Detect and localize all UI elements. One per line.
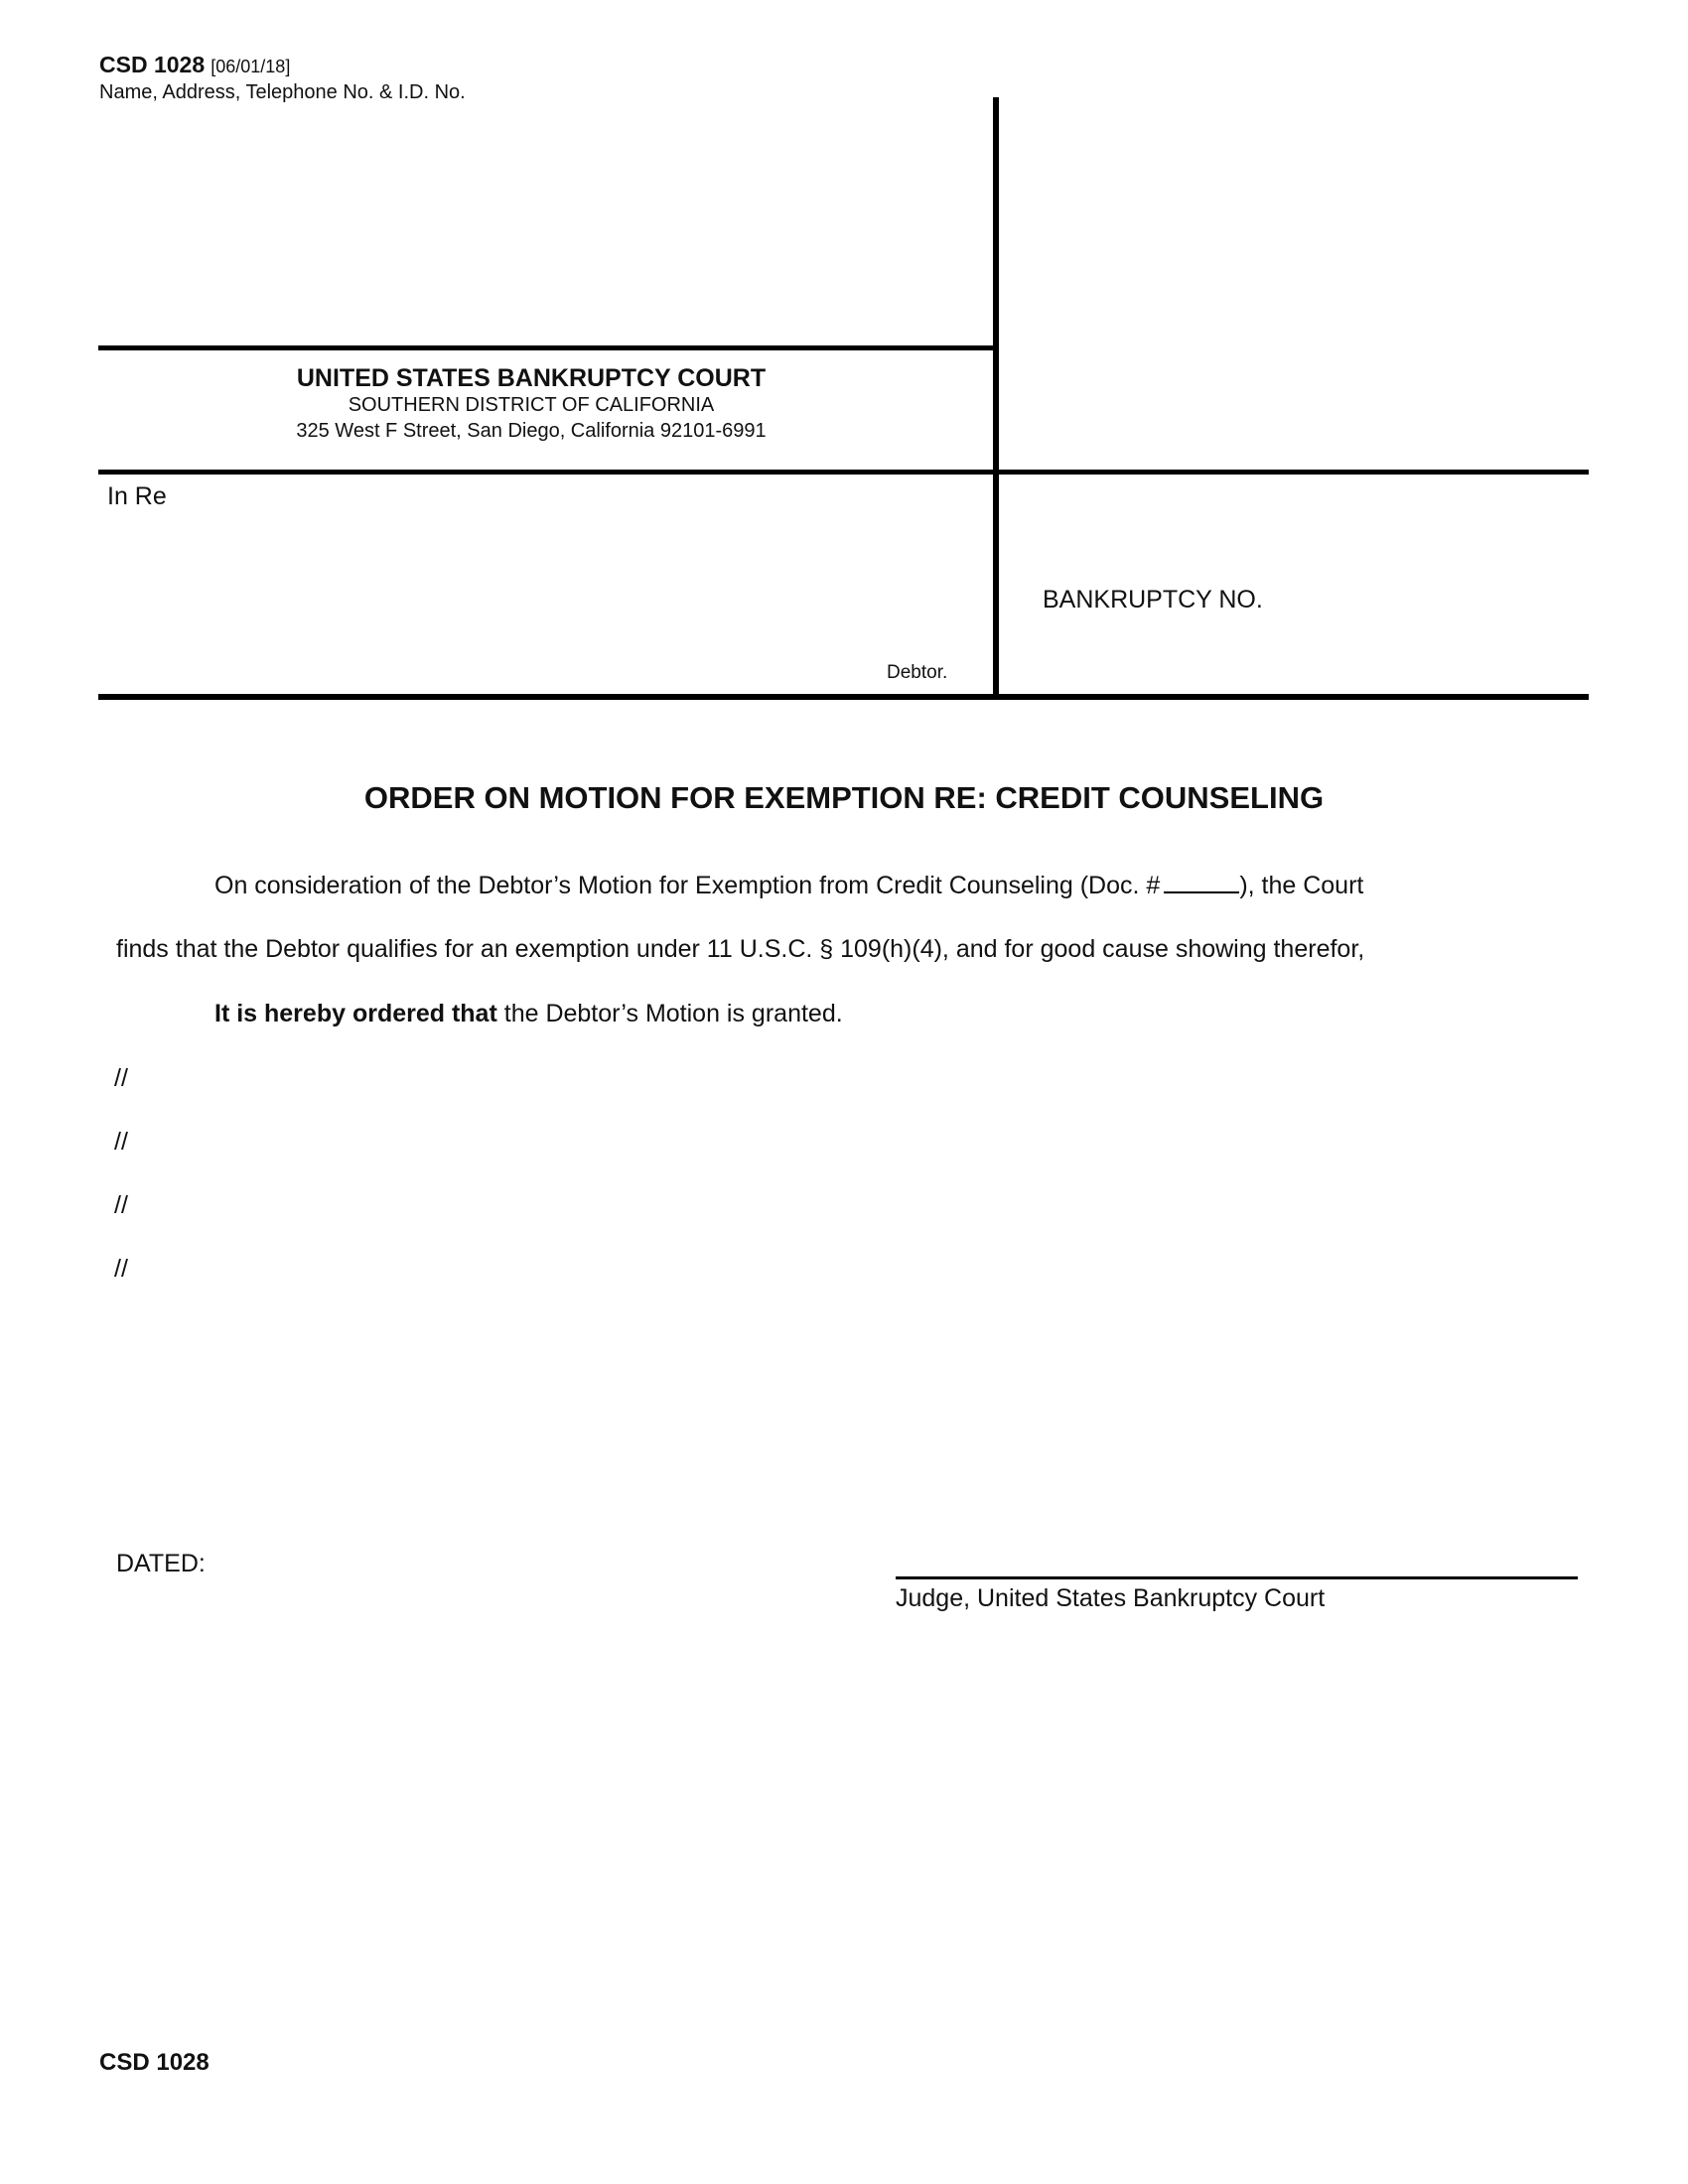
form-revision-date: [06/01/18] [211,57,291,76]
judge-signature-label: Judge, United States Bankruptcy Court [896,1584,1326,1612]
court-header [99,363,963,444]
filer-info-area[interactable] [99,107,988,341]
dated-label: DATED: [116,1550,206,1577]
court-top-rule [98,345,995,350]
caption-vertical-divider [993,97,999,697]
debtor-name-area[interactable] [99,516,973,655]
form-identifier [99,52,290,78]
order-text: the Debtor’s Motion is granted. [496,1000,843,1027]
order-paragraph [214,1000,843,1028]
consideration-text-end: ), the Court [1239,872,1364,899]
consideration-text: On consideration of the Debtor’s Motion for Exemption from Credit Counseling (Doc. # [214,872,1161,899]
court-address: 325 West F Street, San Diego, California 92101-6991 [296,420,767,442]
continuation-mark: // [114,1128,128,1156]
consideration-paragraph-line-2: finds that the Debtor qualifies for an exemption under 11 U.S.C. § 109(h)(4), and for good cause showing therefor, [116,935,1365,963]
form-code: CSD 1028 [99,52,206,77]
doc-number-blank[interactable] [1164,874,1239,893]
in-re-label: In Re [107,482,167,510]
continuation-mark: // [114,1255,128,1283]
continuation-mark: // [114,1064,128,1092]
court-district: SOUTHERN DISTRICT OF CALIFORNIA [348,394,715,416]
date-field[interactable] [223,1545,621,1584]
filer-info-label: Name, Address, Telephone No. & I.D. No. [99,81,466,103]
court-name: UNITED STATES BANKRUPTCY COURT [296,364,767,392]
bankruptcy-number-field[interactable] [1043,621,1579,681]
debtor-label: Debtor. [887,662,948,683]
caption-bottom-rule [98,694,1589,700]
caption-mid-rule [98,470,1589,475]
footer-form-code: CSD 1028 [99,2049,210,2076]
bankruptcy-number-label: BANKRUPTCY NO. [1043,586,1263,614]
consideration-paragraph-line-1 [214,872,1363,900]
judge-signature-line[interactable] [896,1576,1578,1579]
order-lead-in: It is hereby ordered that [214,1000,497,1027]
continuation-mark: // [114,1191,128,1219]
document-title: ORDER ON MOTION FOR EXEMPTION RE: CREDIT COUNSELING [363,780,1325,815]
